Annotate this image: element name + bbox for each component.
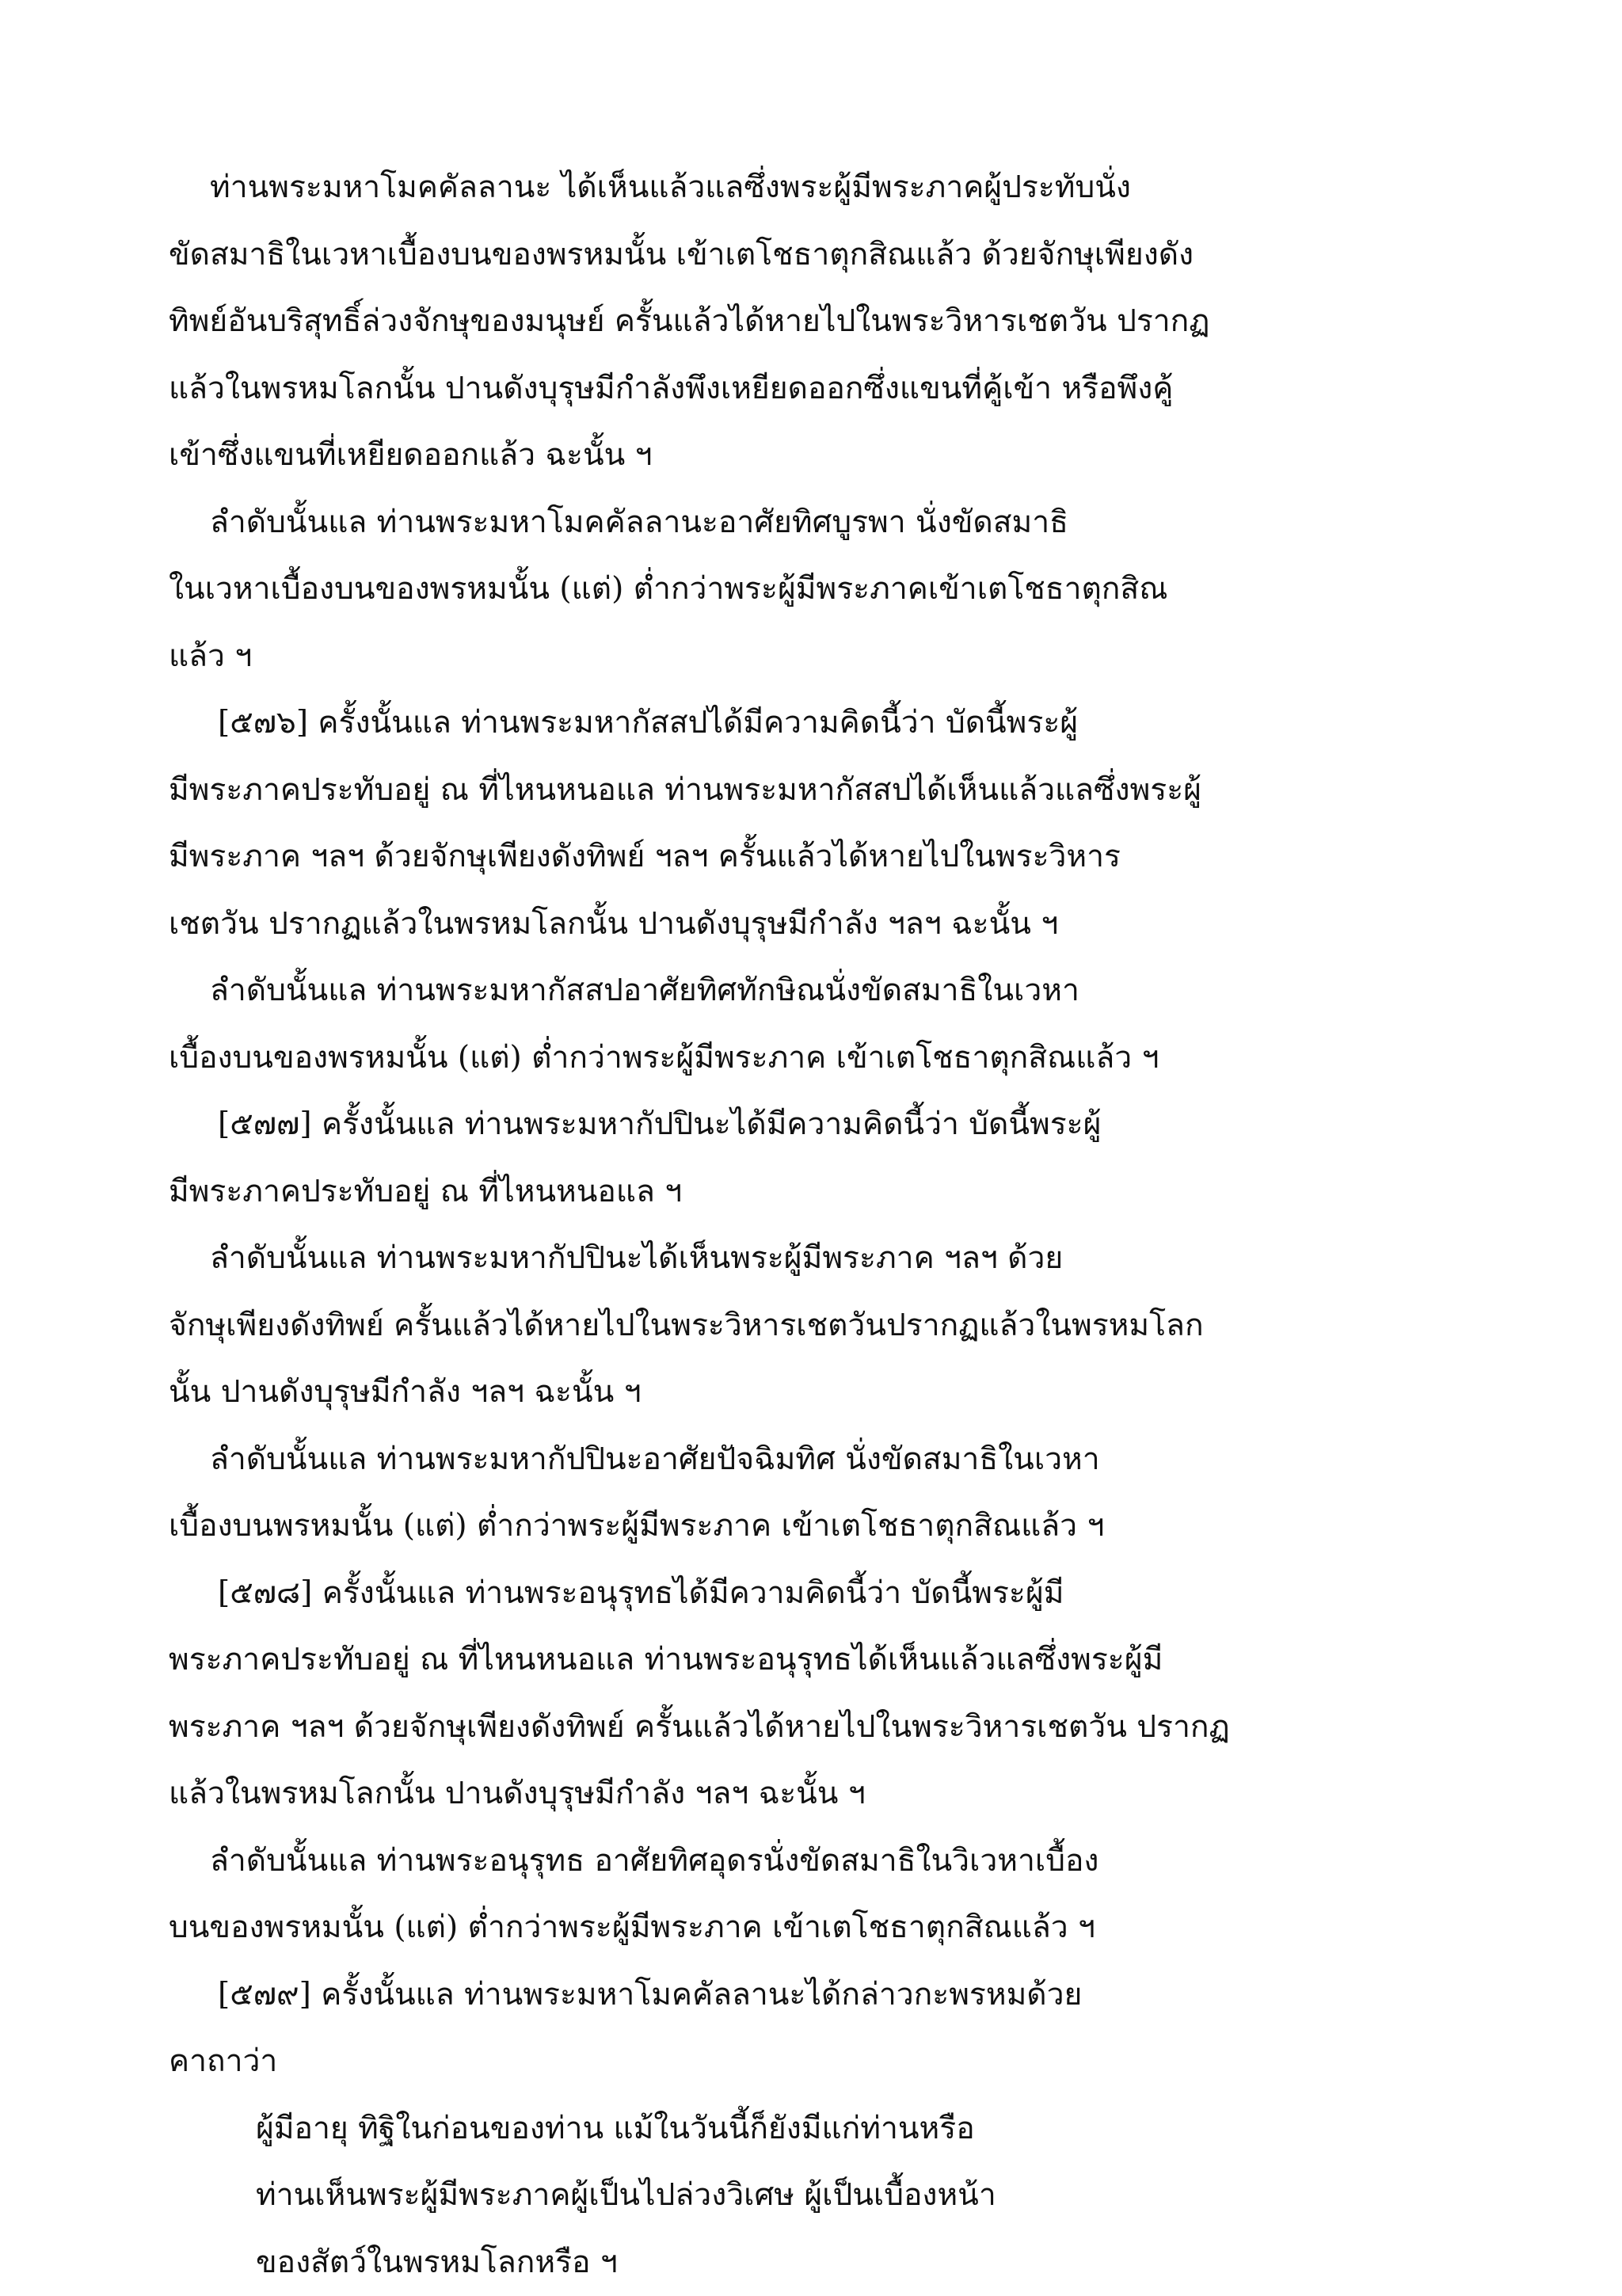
section-heading-line: [๕๗๙] ครั้งนั้นแล ท่านพระมหาโมคคัลลานะได้กล่าวกะพรหมด้วย	[169, 1962, 1483, 2029]
text-line: เชตวัน ปรากฏแล้วในพรหมโลกนั้น ปานดังบุรุษมีกำลัง ฯลฯ ฉะนั้น ฯ	[169, 891, 1483, 958]
text-line: มีพระภาคประทับอยู่ ณ ที่ไหนหนอแล ฯ	[169, 1159, 1483, 1226]
text-line: ลำดับนั้นแล ท่านพระมหากัปปินะได้เห็นพระผู้มีพระภาค ฯลฯ ด้วย	[169, 1225, 1483, 1293]
text-line: คาถาว่า	[169, 2028, 1483, 2096]
verse-line: ท่านเห็นพระผู้มีพระภาคผู้เป็นไปล่วงวิเศษ ผู้เป็นเบื้องหน้า	[169, 2162, 1483, 2229]
text-line: ขัดสมาธิในเวหาเบื้องบนของพรหมนั้น เข้าเตโชธาตุกสิณแล้ว ด้วยจักษุเพียงดัง	[169, 222, 1483, 289]
verse-line: ผู้มีอายุ ทิฐิในก่อนของท่าน แม้ในวันนี้ก็ยังมีแก่ท่านหรือ	[169, 2096, 1483, 2163]
text-line: ในเวหาเบื้องบนของพรหมนั้น (แต่) ต่ำกว่าพระผู้มีพระภาคเข้าเตโชธาตุกสิณ	[169, 556, 1483, 623]
verse-line: ของสัตว์ในพรหมโลกหรือ ฯ	[169, 2229, 1483, 2296]
text-line: นั้น ปานดังบุรุษมีกำลัง ฯลฯ ฉะนั้น ฯ	[169, 1359, 1483, 1426]
text-line: เบื้องบนพรหมนั้น (แต่) ต่ำกว่าพระผู้มีพระภาค เข้าเตโชธาตุกสิณแล้ว ฯ	[169, 1493, 1483, 1560]
text-line: พระภาค ฯลฯ ด้วยจักษุเพียงดังทิพย์ ครั้นแล้วได้หายไปในพระวิหารเชตวัน ปรากฏ	[169, 1694, 1483, 1761]
text-line: มีพระภาค ฯลฯ ด้วยจักษุเพียงดังทิพย์ ฯลฯ ครั้นแล้วได้หายไปในพระวิหาร	[169, 824, 1483, 891]
text-line: ทิพย์อันบริสุทธิ์ล่วงจักษุของมนุษย์ ครั้นแล้วได้หายไปในพระวิหารเชตวัน ปรากฏ	[169, 288, 1483, 356]
text-line: มีพระภาคประทับอยู่ ณ ที่ไหนหนอแล ท่านพระมหากัสสปได้เห็นแล้วแลซึ่งพระผู้	[169, 757, 1483, 824]
text-line: เบื้องบนของพรหมนั้น (แต่) ต่ำกว่าพระผู้มีพระภาค เข้าเตโชธาตุกสิณแล้ว ฯ	[169, 1025, 1483, 1092]
text-line: บนของพรหมนั้น (แต่) ต่ำกว่าพระผู้มีพระภาค เข้าเตโชธาตุกสิณแล้ว ฯ	[169, 1894, 1483, 1962]
section-heading-line: [๕๗๗] ครั้งนั้นแล ท่านพระมหากัปปินะได้มีความคิดนี้ว่า บัดนี้พระผู้	[169, 1091, 1483, 1159]
text-line: แล้วในพรหมโลกนั้น ปานดังบุรุษมีกำลัง ฯลฯ ฉะนั้น ฯ	[169, 1761, 1483, 1828]
text-line: ลำดับนั้นแล ท่านพระมหากัปปินะอาศัยปัจฉิมทิศ นั่งขัดสมาธิในเวหา	[169, 1426, 1483, 1494]
document-body	[169, 154, 1483, 2296]
text-line: แล้ว ฯ	[169, 623, 1483, 691]
text-line: ลำดับนั้นแล ท่านพระมหากัสสปอาศัยทิศทักษิณนั่งขัดสมาธิในเวหา	[169, 958, 1483, 1025]
text-line: แล้วในพรหมโลกนั้น ปานดังบุรุษมีกำลังพึงเหยียดออกซึ่งแขนที่คู้เข้า หรือพึงคู้	[169, 356, 1483, 423]
section-heading-line: [๕๗๖] ครั้งนั้นแล ท่านพระมหากัสสปได้มีความคิดนี้ว่า บัดนี้พระผู้	[169, 690, 1483, 757]
text-line: ท่านพระมหาโมคคัลลานะ ได้เห็นแล้วแลซึ่งพระผู้มีพระภาคผู้ประทับนั่ง	[169, 154, 1483, 222]
text-line: พระภาคประทับอยู่ ณ ที่ไหนหนอแล ท่านพระอนุรุทธได้เห็นแล้วแลซึ่งพระผู้มี	[169, 1627, 1483, 1694]
text-line: เข้าซึ่งแขนที่เหยียดออกแล้ว ฉะนั้น ฯ	[169, 422, 1483, 489]
text-line: จักษุเพียงดังทิพย์ ครั้นแล้วได้หายไปในพระวิหารเชตวันปรากฏแล้วในพรหมโลก	[169, 1293, 1483, 1360]
text-line: ลำดับนั้นแล ท่านพระอนุรุทธ อาศัยทิศอุดรนั่งขัดสมาธิในวิเวหาเบื้อง	[169, 1828, 1483, 1895]
text-line: ลำดับนั้นแล ท่านพระมหาโมคคัลลานะอาศัยทิศบูรพา นั่งขัดสมาธิ	[169, 489, 1483, 557]
section-heading-line: [๕๗๘] ครั้งนั้นแล ท่านพระอนุรุทธได้มีความคิดนี้ว่า บัดนี้พระผู้มี	[169, 1560, 1483, 1628]
